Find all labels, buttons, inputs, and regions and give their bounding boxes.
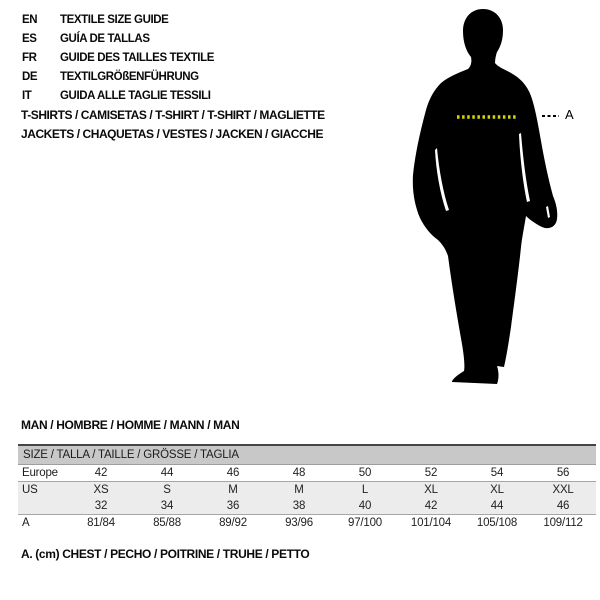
- size-cell: 44: [464, 498, 530, 515]
- language-row: [22, 11, 214, 30]
- size-cell: 81/84: [87, 517, 115, 529]
- size-cell: XL: [464, 482, 530, 499]
- hand-detail: [546, 206, 550, 218]
- size-cell: 46: [530, 498, 596, 515]
- language-row: [22, 87, 214, 106]
- arm-torso-gap-left: [435, 148, 449, 211]
- row-label: A: [22, 517, 30, 529]
- size-cell: M: [200, 482, 266, 499]
- measurement-footnote: A. (cm) CHEST / PECHO / POITRINE / TRUHE / PETTO: [21, 547, 310, 561]
- garment-types: [21, 106, 325, 144]
- size-cell: 105/108: [476, 517, 518, 529]
- table-row-us: [18, 482, 596, 499]
- size-cell: 40: [332, 498, 398, 515]
- size-cell: 97/100: [348, 517, 382, 529]
- size-cell: 42: [398, 498, 464, 515]
- language-code: DE: [22, 71, 38, 83]
- row-label: [18, 498, 68, 515]
- size-cell: 54: [464, 465, 530, 482]
- measure-label-a: A: [565, 107, 574, 122]
- size-cell: 48: [266, 465, 332, 482]
- size-cell: 89/92: [219, 517, 247, 529]
- language-row: [22, 68, 214, 87]
- language-code: FR: [22, 52, 37, 64]
- size-cell: 36: [200, 498, 266, 515]
- language-guide-list: [22, 11, 214, 106]
- size-cell: 34: [134, 498, 200, 515]
- size-table-header: SIZE / TALLA / TAILLE / GRÖSSE / TAGLIA: [18, 445, 596, 465]
- size-cell: S: [134, 482, 200, 499]
- size-cell: 44: [134, 465, 200, 482]
- size-table: [18, 444, 596, 531]
- size-cell: 42: [68, 465, 134, 482]
- section-title: MAN / HOMBRE / HOMME / MANN / MAN: [21, 418, 240, 432]
- table-row-chest-a: [18, 515, 596, 532]
- size-cell: 32: [68, 498, 134, 515]
- language-row: [22, 49, 214, 68]
- size-cell: 93/96: [285, 517, 313, 529]
- language-label: GUIDE DES TAILLES TEXTILE: [60, 52, 214, 64]
- size-cell: 50: [332, 465, 398, 482]
- size-cell: 109/112: [543, 517, 583, 529]
- size-cell: L: [332, 482, 398, 499]
- language-label: GUIDA ALLE TAGLIE TESSILI: [60, 90, 211, 102]
- man-silhouette: [413, 9, 557, 384]
- language-label: TEXTILE SIZE GUIDE: [60, 14, 169, 26]
- size-cell: 52: [398, 465, 464, 482]
- size-cell: XS: [68, 482, 134, 499]
- size-cell: 46: [200, 465, 266, 482]
- language-row: [22, 30, 214, 49]
- language-label: TEXTILGRÖßENFÜHRUNG: [60, 71, 199, 83]
- language-code: IT: [22, 90, 32, 102]
- arm-torso-gap-right: [519, 133, 530, 202]
- size-table-header-row: [18, 445, 596, 465]
- size-cell: 38: [266, 498, 332, 515]
- size-cell: XL: [398, 482, 464, 499]
- row-label: US: [18, 482, 68, 499]
- garment-type-line-tshirts: T-SHIRTS / CAMISETAS / T-SHIRT / T-SHIRT / MAGLIETTE: [21, 108, 325, 122]
- size-cell: XXL: [530, 482, 596, 499]
- size-cell: 85/88: [153, 517, 181, 529]
- language-code: ES: [22, 33, 37, 45]
- size-cell: 101/104: [410, 517, 452, 529]
- garment-type-line-jackets: JACKETS / CHAQUETAS / VESTES / JACKEN / GIACCHE: [21, 127, 324, 141]
- language-code: EN: [22, 14, 38, 26]
- table-row-europe: [18, 465, 596, 482]
- language-label: GUÍA DE TALLAS: [60, 33, 150, 45]
- size-cell: 56: [530, 465, 596, 482]
- size-cell: M: [266, 482, 332, 499]
- row-label: Europe: [18, 465, 68, 482]
- table-row-us-numeric: [18, 498, 596, 515]
- size-table-wrap: [18, 444, 596, 531]
